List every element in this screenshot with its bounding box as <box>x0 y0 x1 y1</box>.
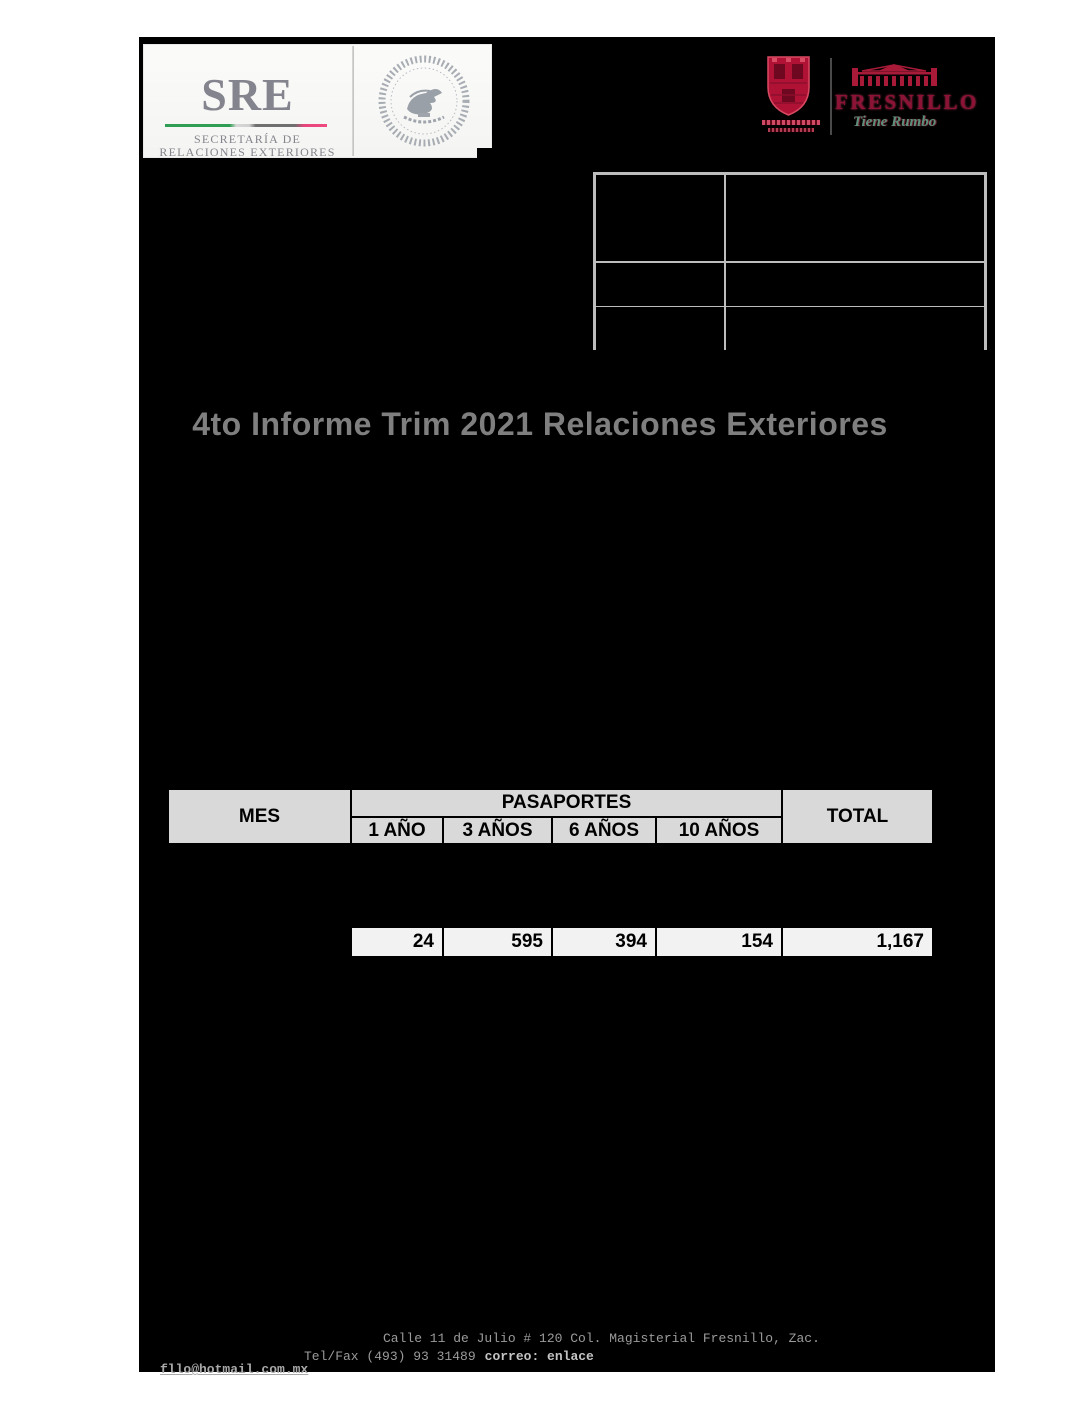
sre-logo-divider <box>352 46 354 156</box>
info-cell-r3c1 <box>596 307 724 350</box>
fresnillo-logo-block <box>757 49 977 144</box>
info-cell-r1c1 <box>596 175 724 261</box>
crest-caption-line1 <box>762 120 820 125</box>
sre-wordmark <box>143 44 352 158</box>
info-cell-r3c2 <box>726 307 985 350</box>
column-header-6-anos: 6 AÑOS <box>553 818 655 843</box>
footer-contact-label: correo: enlace <box>484 1349 594 1364</box>
black-corner-square <box>477 148 494 172</box>
column-header-3-anos: 3 AÑOS <box>444 818 551 843</box>
passport-table-data-row <box>352 928 932 956</box>
municipal-palace-icon <box>852 64 937 88</box>
footer-email-link[interactable]: fllo@hotmail.com.mx <box>160 1362 309 1377</box>
value-3-anos: 595 <box>444 928 553 956</box>
column-header-10-anos: 10 AÑOS <box>657 818 781 843</box>
mexican-coat-of-arms-icon <box>374 51 474 151</box>
column-header-1-ano: 1 AÑO <box>352 818 442 843</box>
passport-table-header <box>169 790 932 843</box>
sre-logo-block <box>143 44 492 158</box>
value-total: 1,167 <box>783 928 932 956</box>
column-header-total: TOTAL <box>783 790 932 843</box>
sre-tricolor-line <box>165 124 327 127</box>
fresnillo-slogan: Tiene Rumbo <box>852 114 937 130</box>
info-cell-r2c2 <box>726 263 985 306</box>
fresnillo-wordmark: FRESNILLO <box>835 90 979 114</box>
info-cell-r1c2 <box>726 175 985 261</box>
sre-dept-line2: RELACIONES EXTERIORES <box>159 145 336 159</box>
fresnillo-logo-divider <box>830 58 832 135</box>
sre-acronym: SRE <box>201 69 294 120</box>
report-info-table <box>593 172 987 350</box>
value-10-anos: 154 <box>657 928 783 956</box>
column-header-mes: MES <box>169 790 350 843</box>
column-group-pasaportes: PASAPORTES <box>352 790 781 816</box>
value-6-anos: 394 <box>553 928 657 956</box>
report-sheet <box>139 37 995 1377</box>
info-cell-r2c1 <box>596 263 724 306</box>
crest-caption-line2 <box>768 128 814 132</box>
page-title: 4to Informe Trim 2021 Relaciones Exteriores <box>192 406 888 442</box>
footer-phone <box>304 1349 594 1364</box>
sre-dept-line1: SECRETARÍA DE <box>194 132 301 146</box>
value-1-ano: 24 <box>352 928 444 956</box>
fresnillo-crest-icon <box>765 55 812 117</box>
footer-phone-number: Tel/Fax (493) 93 31489 <box>304 1349 476 1364</box>
footer-address: Calle 11 de Julio # 120 Col. Magisterial Fresnillo, Zac. <box>383 1331 820 1346</box>
